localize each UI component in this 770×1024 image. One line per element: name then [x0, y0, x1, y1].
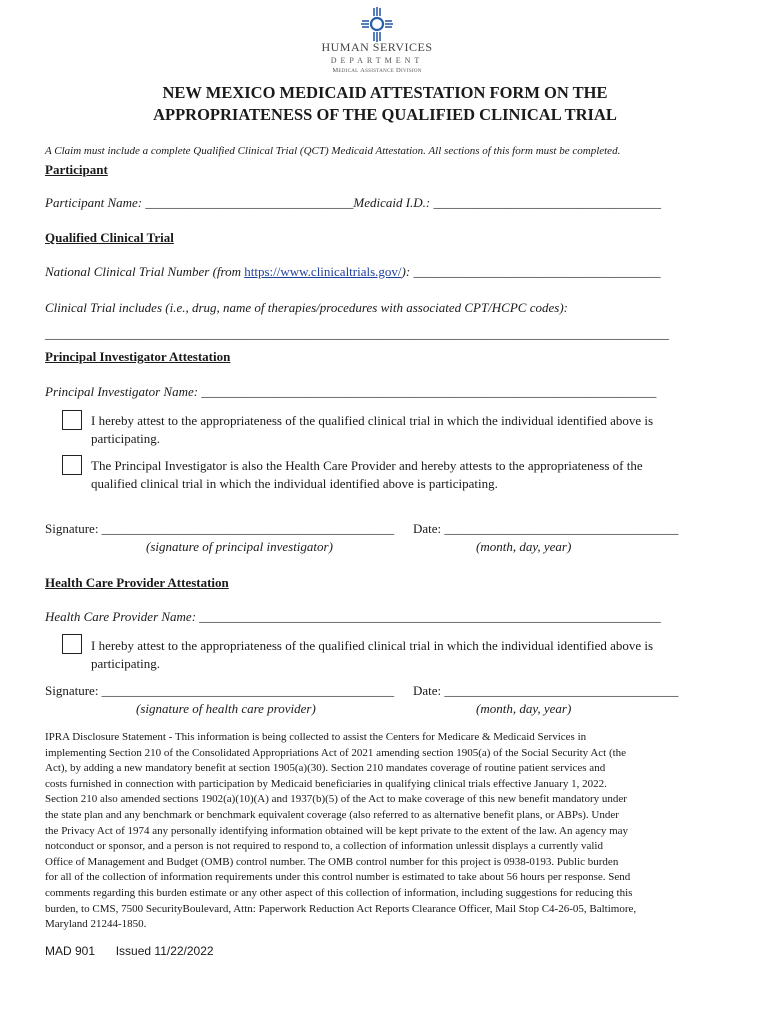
- disclosure-line: Act), by adding a new mandatory benefit at section 1905(a)(30). Section 210 mandates coverage of routine patient services and: [45, 762, 606, 775]
- pi-signature-field[interactable]: Signature: _____________________________________________: [45, 521, 395, 536]
- hcp-attest-text-line-1: I hereby attest to the appropriateness of the qualified clinical trial in which the individual identified above is: [91, 638, 654, 653]
- pi-name-field[interactable]: Principal Investigator Name: ______________________________________________________________________: [45, 384, 657, 399]
- disclosure-line: Maryland 21244-1850.: [45, 918, 147, 931]
- nct-number-field: [45, 264, 660, 280]
- participant-name-medicaid-id-field[interactable]: Participant Name: ________________________________Medicaid I.D.: ___________________________________: [45, 195, 662, 210]
- hcp-attestation-heading: Health Care Provider Attestation: [45, 575, 229, 590]
- trial-includes-blank-line[interactable]: ________________________________________________________________________________________________: [45, 326, 669, 341]
- form-footer: [45, 944, 214, 958]
- hcp-signature-caption: (signature of health care provider): [136, 701, 316, 716]
- pi-attestation-heading: Principal Investigator Attestation: [45, 349, 231, 364]
- hcp-attest-checkbox[interactable]: [62, 634, 82, 654]
- disclosure-line: comments regarding this burden estimate or any other aspect of this collection of information, including suggestions for reducing this: [45, 886, 633, 899]
- pi-is-provider-text-line-1: The Principal Investigator is also the Health Care Provider and hereby attests to the appropriateness of the: [91, 458, 643, 473]
- disclosure-line: Section 210 also amended sections 1902(a)(10)(A) and 1937(b)(5) of the Act to make coverage of this new benefit mandatory under: [45, 793, 627, 806]
- logo-line-2: DEPARTMENT: [330, 56, 424, 65]
- intro-note: A Claim must include a complete Qualified Clinical Trial (QCT) Medicaid Attestation. All sections of this form must be completed.: [45, 145, 621, 157]
- nct-prefix: National Clinical Trial Number (from: [45, 264, 245, 279]
- hcp-name-field[interactable]: Health Care Provider Name: _______________________________________________________________________: [45, 609, 661, 624]
- disclosure-line: the Privacy Act of 1974 any personally identifying information obtained will be kept private to the extent of the law. An agency may: [45, 824, 629, 837]
- trial-includes-label: Clinical Trial includes (i.e., drug, name of therapies/procedures with associated CPT/HCPC codes):: [45, 300, 568, 315]
- zia-sun-symbol-icon: [361, 6, 393, 44]
- ipra-disclosure-statement: [45, 730, 725, 933]
- clinicaltrials-link[interactable]: https://www.clinicaltrials.gov/: [244, 264, 402, 279]
- form-title-line-2: APPROPRIATENESS OF THE QUALIFIED CLINICAL TRIAL: [153, 105, 617, 124]
- hcp-attest-text-line-2: participating.: [91, 656, 160, 671]
- pi-signature-caption: (signature of principal investigator): [146, 539, 333, 554]
- pi-attest-text-line-2: participating.: [91, 431, 160, 446]
- pi-is-provider-checkbox[interactable]: [62, 455, 82, 475]
- pi-is-provider-text-line-2: qualified clinical trial in which the individual identified above is participating.: [91, 476, 498, 491]
- pi-attest-text-line-1: I hereby attest to the appropriateness of the qualified clinical trial in which the individual identified above is: [91, 413, 654, 428]
- hcp-date-field[interactable]: Date: ____________________________________: [413, 683, 679, 698]
- hcp-signature-field[interactable]: Signature: _____________________________________________: [45, 683, 395, 698]
- disclosure-line: implementing Section 210 of the Consolidated Appropriations Act of 2021 amending section 1905(a) of the Social Security Act (the: [45, 746, 627, 759]
- participant-heading: Participant: [45, 162, 108, 177]
- nct-suffix-blank[interactable]: ): ______________________________________: [401, 264, 661, 279]
- disclosure-line: Office of Management and Budget (OMB) control number. The OMB control number for this project is 0938-0193. Public burden: [45, 855, 619, 868]
- pi-attest-checkbox[interactable]: [62, 410, 82, 430]
- disclosure-line: costs furnished in connection with participation by Medicaid beneficiaries in qualifying clinical trials effective January 1, 2022.: [45, 777, 607, 790]
- disclosure-line: the state plan and any benchmark or benchmark equivalent coverage (also referred to as alternative benefit plans, or ABPs). Under: [45, 808, 619, 821]
- logo-line-3: Medical Assistance Division: [332, 67, 422, 74]
- disclosure-line: for all of the collection of information requirements under this control number is estimated to take about 56 hours per response. Send: [45, 871, 631, 884]
- disclosure-line: burden, to CMS, 7500 SecurityBoulevard, Attn: Paperwork Reduction Act Reports Clearance Officer, Mail Stop C4-26-05, Baltimore,: [45, 902, 637, 915]
- disclosure-line: IPRA Disclosure Statement - This information is being collected to assist the Centers for Medicare & Medicaid Services in: [45, 731, 587, 743]
- pi-date-caption: (month, day, year): [476, 539, 572, 554]
- issued-date: Issued 11/22/2022: [115, 944, 214, 958]
- department-logo: [312, 6, 442, 76]
- pi-date-field[interactable]: Date: ____________________________________: [413, 521, 679, 536]
- form-id: MAD 901: [45, 944, 96, 958]
- qualified-clinical-trial-heading: Qualified Clinical Trial: [45, 230, 174, 245]
- hcp-date-caption: (month, day, year): [476, 701, 572, 716]
- disclosure-line: notconduct or sponsor, and a person is not required to respond to, a collection of information unlessit displays a currently valid: [45, 840, 603, 853]
- logo-line-1: HUMAN SERVICES: [321, 40, 433, 54]
- form-title-line-1: NEW MEXICO MEDICAID ATTESTATION FORM ON THE: [162, 83, 608, 102]
